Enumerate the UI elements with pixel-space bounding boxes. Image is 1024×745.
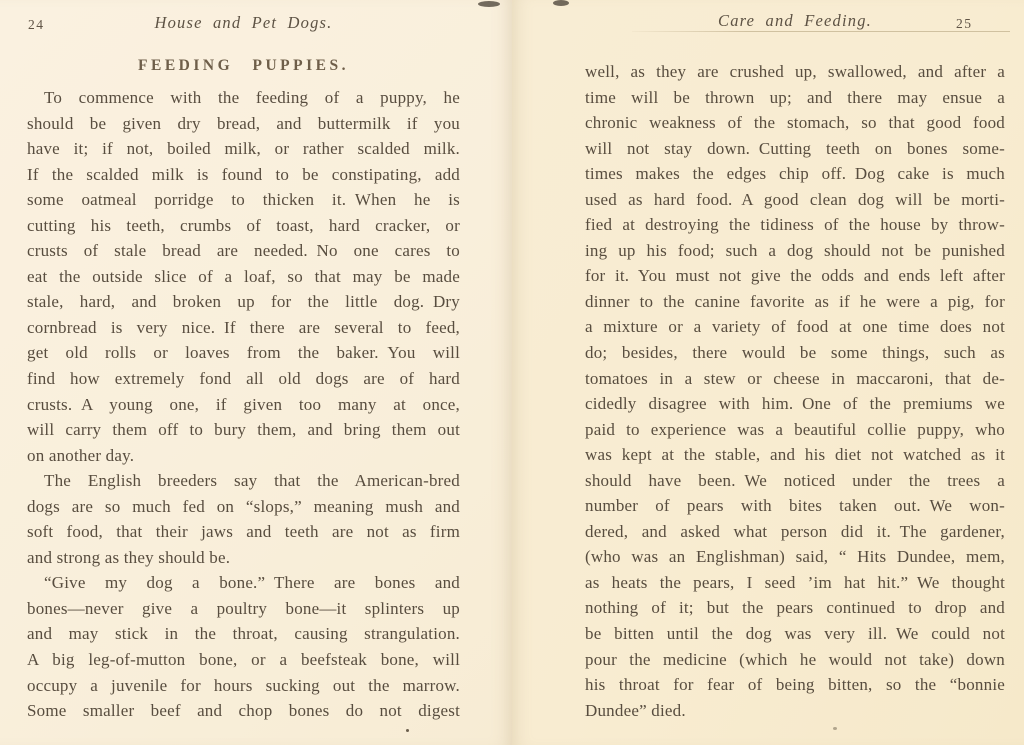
text-line: a mixture or a variety of food at one time does not <box>585 317 1005 337</box>
right-page-body <box>585 59 1005 723</box>
text-line: will carry them off to bury them, and bring them out <box>27 420 460 440</box>
text-line: eat the outside slice of a loaf, so that may be made <box>27 266 460 286</box>
text-line: his throat for fear of being bitten, so the “bonnie <box>585 675 1005 695</box>
text-line: should be given dry bread, and buttermilk if you <box>27 113 460 133</box>
text-line: The English breeders say that the American-bred <box>44 471 460 491</box>
text-line: on another day. <box>27 445 135 465</box>
text-line: as heats the pears, I seed ’im hat hit.” We thought <box>585 572 1005 592</box>
page-number-right: 25 <box>956 16 973 31</box>
left-page-body <box>27 85 460 724</box>
text-line: pour the medicine (which he would not take) down <box>585 649 1005 669</box>
scan-speck <box>406 729 409 732</box>
header-rule <box>632 31 1010 32</box>
text-line: A big leg-of-mutton bone, or a beefsteak bone, will <box>27 650 460 670</box>
scan-blemish <box>478 1 500 7</box>
text-line: find how extremely fond all old dogs are of hard <box>27 369 460 389</box>
text-line: If the scalded milk is found to be constipating, add <box>27 164 460 184</box>
running-title-left: House and Pet Dogs. <box>154 13 333 32</box>
text-line: paid to experience was a beautiful collie puppy, who <box>585 419 1005 439</box>
text-line: To commence with the feeding of a puppy, he <box>44 88 460 107</box>
text-line: be bitten until the dog was very ill. We could not <box>585 624 1005 644</box>
text-line: stale, hard, and broken up for the little dog. Dry <box>27 292 460 312</box>
text-line: have it; if not, boiled milk, or rather scalded milk. <box>27 139 460 159</box>
text-line: and may stick in the throat, causing strangulation. <box>27 624 460 644</box>
text-line: crusts. A young one, if given too many at once, <box>27 394 460 414</box>
text-line: some oatmeal porridge to thicken it. When he is <box>27 190 460 210</box>
text-line: chronic weakness of the stomach, so that good food <box>585 113 1005 133</box>
text-line: cutting his teeth, crumbs of toast, hard cracker, or <box>27 215 460 235</box>
text-line: Dundee” died. <box>585 700 686 720</box>
scan-blemish <box>553 0 569 6</box>
running-title-right: Care and Feeding. <box>718 11 872 30</box>
text-line: nothing of it; but the pears continued to drop and <box>585 598 1005 618</box>
text-line: (who was an Englishman) said, “ Hits Dundee, mem, <box>585 547 1005 567</box>
text-line: bones—never give a poultry bone—it splinters up <box>27 598 460 618</box>
text-line: well, as they are crushed up, swallowed, and after a <box>585 62 1005 81</box>
text-line: will not stay down. Cutting teeth on bones some- <box>585 138 1005 158</box>
text-line: cornbread is very nice. If there are several to feed, <box>27 317 460 337</box>
text-line: for it. You must not give the odds and ends left after <box>585 266 1005 286</box>
text-line: fied at destroying the tidiness of the house by throw- <box>585 215 1005 235</box>
text-line: soft food, that their jaws and teeth are not as firm <box>27 522 460 542</box>
text-line: used as hard food. A good clean dog will be morti- <box>585 189 1005 209</box>
text-line: time will be thrown up; and there may ensue a <box>585 87 1005 107</box>
section-heading: FEEDING PUPPIES. <box>138 57 349 74</box>
text-line: “Give my dog a bone.” There are bones and <box>44 573 460 593</box>
text-line: and strong as they should be. <box>27 547 231 567</box>
text-line: cidedly disagree with him. One of the premiums we <box>585 394 1005 414</box>
text-line: ing up his food; such a dog should not be punished <box>585 240 1005 260</box>
text-line: should have been. We noticed under the trees a <box>585 470 1005 490</box>
text-line: get old rolls or loaves from the baker. You will <box>27 343 460 363</box>
text-line: dered, and asked what person did it. The gardener, <box>585 521 1005 541</box>
right-page <box>512 0 1024 745</box>
text-line: dogs are so much fed on “slops,” meaning mush and <box>27 496 460 516</box>
text-line: number of pears with bites taken out. We won- <box>585 496 1005 516</box>
text-line: do; besides, there would be some things, such as <box>585 343 1005 363</box>
text-line: Some smaller beef and chop bones do not digest <box>27 701 460 721</box>
page-number-left: 24 <box>28 17 45 32</box>
scan-speck <box>833 727 837 730</box>
text-line: tomatoes in a stew or cheese in maccaroni, that de- <box>585 368 1005 388</box>
text-line: was kept at the stable, and his diet not watched as it <box>585 445 1005 465</box>
text-line: dinner to the canine favorite as if he were a pig, for <box>585 291 1005 311</box>
text-line: crusts of stale bread are needed. No one cares to <box>27 241 460 261</box>
text-line: occupy a juvenile for hours sucking out the marrow. <box>27 675 460 695</box>
text-line: times makes the edges chip off. Dog cake is much <box>585 164 1005 184</box>
